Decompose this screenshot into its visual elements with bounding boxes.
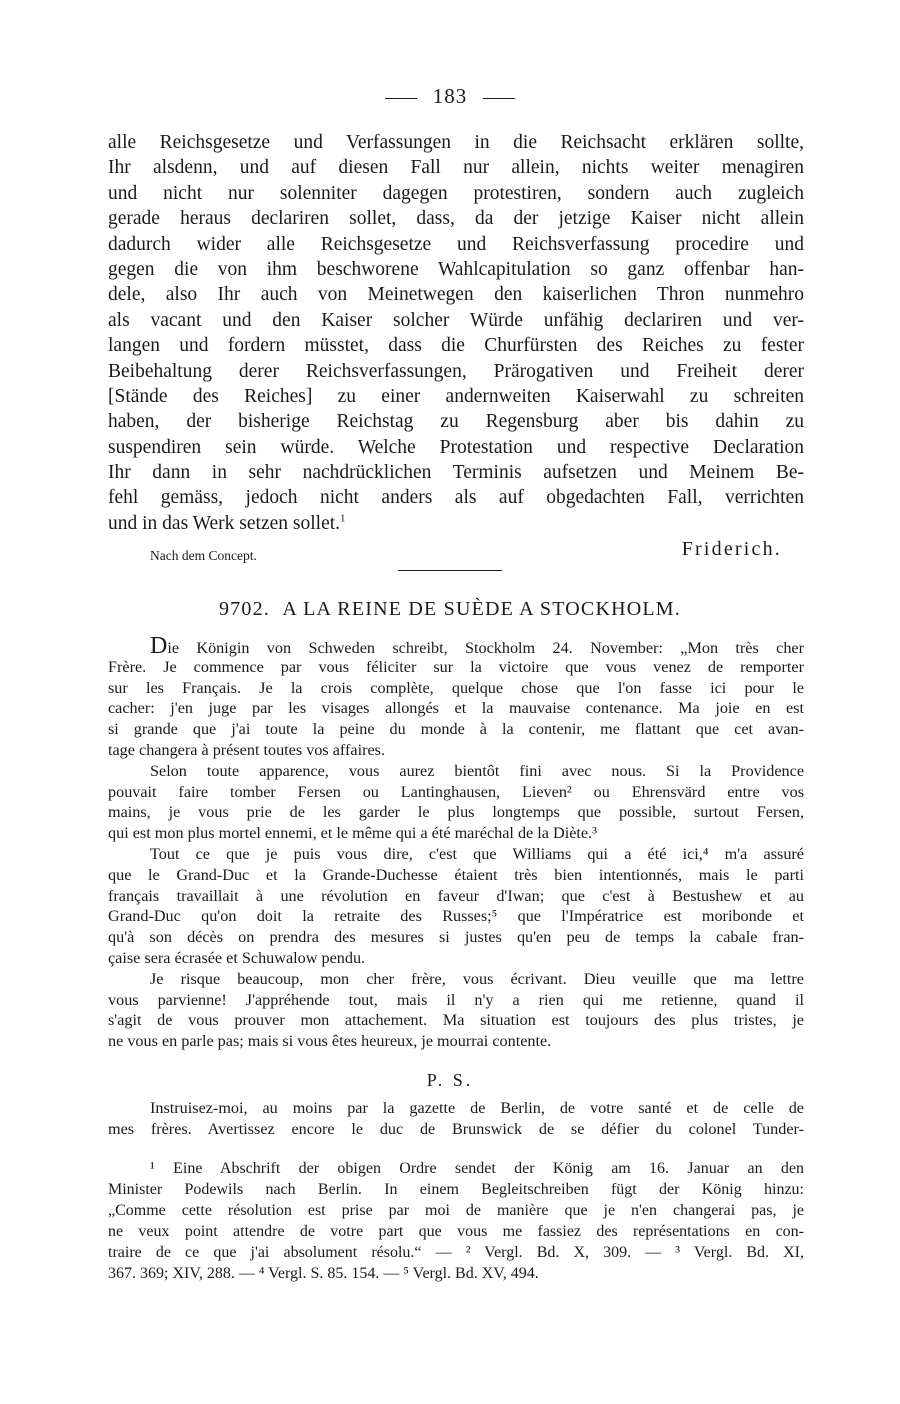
section-heading bbox=[0, 598, 900, 621]
footnote-line: 367. 369; XIV, 288. — ⁴ Vergl. S. 85. 154. — ⁵ Vergl. Bd. XV, 494. bbox=[108, 1265, 539, 1282]
page-number-rule-left bbox=[385, 98, 417, 99]
letter-line: Selon toute apparence, vous aurez bientôt fini avec nous. Si la Providence bbox=[150, 761, 804, 780]
letter-line: qui est mon plus mortel ennemi, et le même qui a été maréchal de la Diète.³ bbox=[108, 824, 597, 843]
letter-line: pouvait faire tomber Fersen ou Lantinghausen, Lieven² ou Ehrensvärd entre vos bbox=[108, 782, 804, 801]
body-line: [Stände des Reiches] zu einer andernweiten Kaiserwahl zu schreiten bbox=[108, 385, 804, 407]
ps-line: Instruisez-moi, au moins par la gazette de Berlin, de votre santé et de celle de bbox=[150, 1099, 804, 1117]
signature-row bbox=[108, 538, 804, 568]
letter-line: français travaillait à une révolution en faveur d'Iwan; que c'est à Bestushew et au bbox=[108, 886, 804, 905]
body-line: langen und fordern müsstet, dass die Churfürsten des Reiches zu fester bbox=[108, 335, 804, 357]
letter-line: Tout ce que je puis vous dire, c'est que Williams qui a été ici,⁴ m'a assuré bbox=[150, 844, 804, 863]
footnote-line: ne veux point attendre de votre part que vous me fassiez des représentations en con- bbox=[108, 1223, 804, 1240]
body-last-text: und in das Werk setzen sollet. bbox=[108, 512, 341, 534]
ps-line: mes frères. Avertissez encore le duc de Brunswick de se défier du colonel Tunder- bbox=[108, 1119, 804, 1138]
body-line: als vacant und den Kaiser solcher Würde unfähig declariren und ver- bbox=[108, 309, 804, 331]
page-number-text: 183 bbox=[432, 84, 468, 108]
letter-line: cacher: j'en juge par les visages allongés et la mauvaise contenance. Ma joie en est bbox=[108, 699, 804, 718]
body-line: gegen die von ihm beschworene Wahlcapitulation so ganz offenbar han- bbox=[108, 258, 804, 280]
body-line: suspendiren sein würde. Welche Protestation und respective Declaration bbox=[108, 436, 804, 458]
footnotes bbox=[108, 1158, 804, 1284]
letter-line: que le Grand-Duc et la Grande-Duchesse étaient très bien intentionnés, mais le parti bbox=[108, 865, 804, 884]
letter-line: qu'à son décès on prendra des mesures si justes qu'en peu de temps la cabale fran- bbox=[108, 928, 804, 947]
source-note: Nach dem Concept. bbox=[150, 548, 257, 563]
letter-line: vous parvienne! J'appréhende tout, mais il n'y a rien qui me retienne, quand il bbox=[108, 990, 804, 1009]
letter-line: mains, je vous prie de les garder le plus longtemps que possible, surtout Fersen, bbox=[108, 803, 804, 822]
letter-line: Frère. Je commence par vous féliciter sur la victoire que vous venez de remporter bbox=[108, 657, 804, 676]
letter-line: Grand-Duc qu'on doit la retraite des Russes;⁵ que l'Impératrice est moribonde et bbox=[108, 907, 804, 926]
body-line: haben, der bisherige Reichstag zu Regensburg aber bis dahin zu bbox=[108, 411, 804, 433]
body-line: dele, also Ihr auch von Meinetwegen den kaiserlichen Thron nunmehro bbox=[108, 284, 804, 306]
body-line: alle Reichsgesetze und Verfassungen in die Reichsacht erklären sollte, bbox=[108, 132, 804, 153]
letter-line: Je risque beaucoup, mon cher frère, vous écrivant. Dieu veuille que ma lettre bbox=[150, 969, 804, 988]
body-line: Ihr dann in sehr nachdrücklichen Terminis aufsetzen und Meinem Be- bbox=[108, 462, 804, 484]
letter-line: si grande que j'ai toute la peine du monde à la contenir, me flattant que cet avan- bbox=[108, 720, 804, 739]
ps-text bbox=[108, 1098, 804, 1140]
page-number bbox=[0, 84, 900, 109]
body-line: dadurch wider alle Reichsgesetze und Reichsverfassung procedire und bbox=[108, 233, 804, 255]
footnote-line: Minister Podewils nach Berlin. In einem Begleitschreiben fügt der König hinzu: bbox=[108, 1181, 804, 1198]
body-line-last bbox=[108, 511, 804, 536]
footnote-line: traire de ce que j'ai absolument résolu.“ — ² Vergl. Bd. X, 309. — ³ Vergl. Bd. XI, bbox=[108, 1244, 804, 1261]
letter-first-line-text: ie Königin von Schweden schreibt, Stockholm 24. November: „Mon très cher bbox=[167, 639, 804, 657]
section-number: 9702. bbox=[218, 598, 270, 620]
letter-line: s'agit de vous prouver mon attachement. Ma situation est toujours des plus tristes, je bbox=[108, 1011, 804, 1030]
letter-line: ne vous en parle pas; mais si vous êtes heureux, je mourrai contente. bbox=[108, 1032, 552, 1051]
letter-first-line bbox=[108, 633, 804, 659]
footnote-line: „Comme cette résolution est prise par moi de manière que je n'en changerai pas, je bbox=[108, 1202, 804, 1219]
page-number-rule-right bbox=[483, 98, 515, 99]
section-title: A LA REINE DE SUÈDE A STOCKHOLM. bbox=[282, 598, 681, 620]
body-line: und nicht nur solenniter dagegen protestiren, sondern auch zugleich bbox=[108, 182, 804, 204]
ps-heading: P. S. bbox=[426, 1070, 474, 1090]
letter-text bbox=[108, 633, 804, 1052]
body-line: Ihr alsdenn, und auf diesen Fall nur allein, nichts weiter menagiren bbox=[108, 157, 804, 179]
body-line: fehl gemäss, jedoch nicht anders als auf obgedachten Fall, verrichten bbox=[108, 487, 804, 509]
body-line: Beibehaltung derer Reichsverfassungen, Prärogativen und Freiheit derer bbox=[108, 360, 804, 382]
body-line: gerade heraus declariren sollet, dass, da der jetzige Kaiser nicht allein bbox=[108, 208, 804, 230]
dropcap: D bbox=[150, 633, 168, 659]
main-body-text bbox=[108, 130, 804, 536]
footnote-ref: 1 bbox=[340, 512, 346, 525]
footnote-line: ¹ Eine Abschrift der obigen Ordre sendet der König am 16. Januar an den bbox=[150, 1160, 804, 1177]
letter-line: sur les Français. Je la crois complète, quelque chose que l'on fasse ici pour le bbox=[108, 678, 804, 697]
section-divider bbox=[398, 570, 502, 571]
letter-line: tage changera à présent toutes vos affaires. bbox=[108, 740, 386, 759]
letter-line: çaise sera écrasée et Schuwalow pendu. bbox=[108, 948, 366, 967]
signature: Friderich. bbox=[681, 538, 782, 560]
